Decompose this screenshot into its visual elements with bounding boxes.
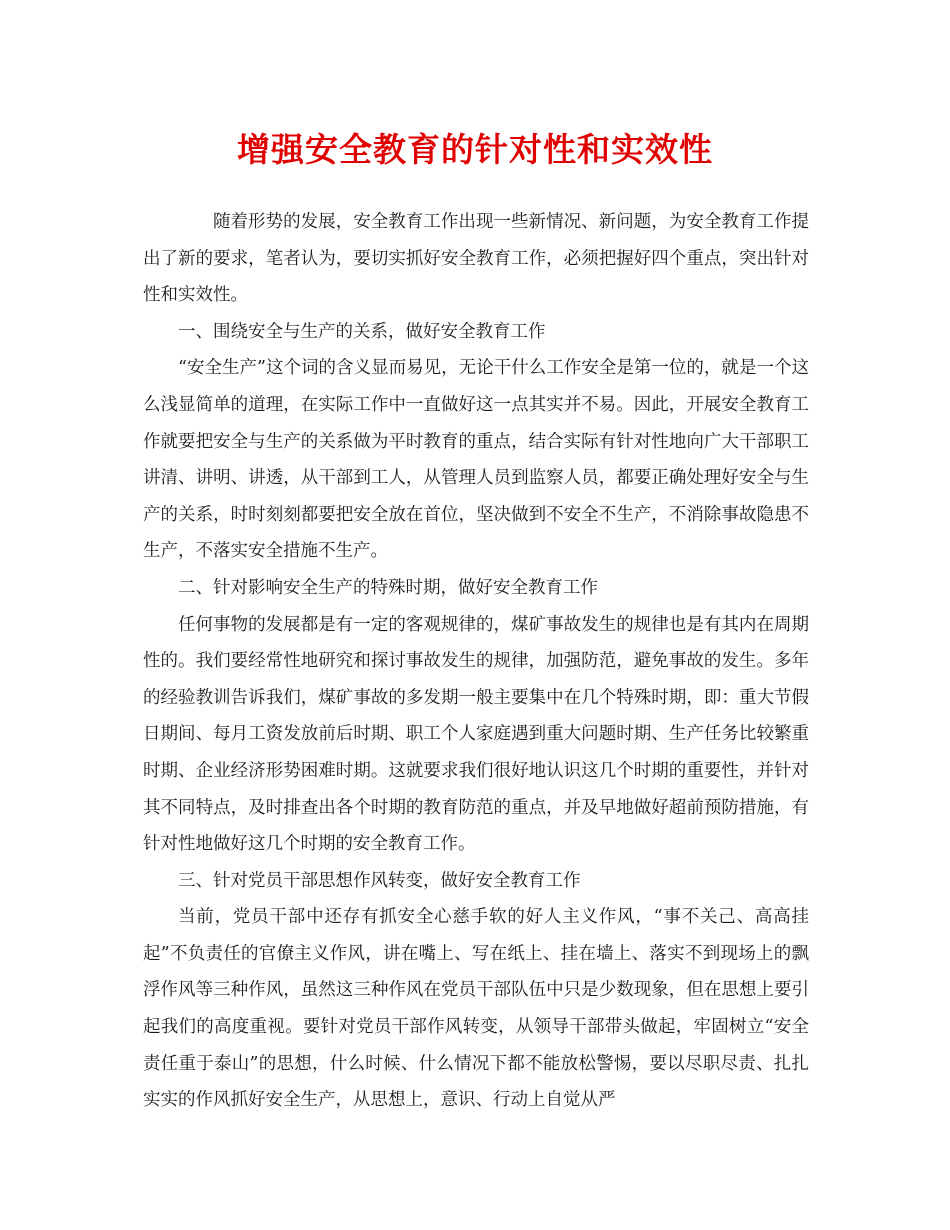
section-paragraph-1: “安全生产”这个词的含义显而易见，无论干什么工作安全是第一位的，就是一个这么浅显简单的道理，在实际工作中一直做好这一点其实并不易。因此，开展安全教育工作就要把安全与生产的关系做为平时教育的重点，结合实际有针对性地向广大干部职工讲清、讲明、讲透，从干部到工人，从管理人员到监察人员，都要正确处理好安全与生产的关系，时时刻刻都要把安全放在首位，坚决做到不安全不生产，不消除事故隐患不生产，不落实安全措施不生产。 [143, 358, 809, 562]
section-heading-2: 二、针对影响安全生产的特殊时期，做好安全教育工作 [178, 577, 598, 598]
section-heading-1: 一、围绕安全与生产的关系，做好安全教育工作 [178, 321, 546, 342]
section-paragraph-3: 当前，党员干部中还存有抓安全心慈手软的好人主义作风，“事不关己、高高挂起”不负责任的官僚主义作风，讲在嘴上、写在纸上、挂在墙上、落实不到现场上的飘浮作风等三种作风，虽然这三种作风在党员干部队伍中只是少数现象，但在思想上要引起我们的高度重视。要针对党员干部作风转变，从领导干部带头做起，牢固树立“安全责任重于泰山”的思想，什么时候、什么情况下都不能放松警惕，要以尽职尽责、扎扎实实的作风抓好安全生产，从思想上，意识、行动上自觉从严 [143, 907, 809, 1111]
section-paragraph-2: 任何事物的发展都是有一定的客观规律的，煤矿事故发生的规律也是有其内在周期性的。我们要经常性地研究和探讨事故发生的规律，加强防范，避免事故的发生。多年的经验教训告诉我们，煤矿事故的多发期一般主要集中在几个特殊时期，即：重大节假日期间、每月工资发放前后时期、职工个人家庭遇到重大问题时期、生产任务比较繁重时期、企业经济形势困难时期。这就要求我们很好地认识这几个时期的重要性，并针对其不同特点，及时排查出各个时期的教育防范的重点，并及早地做好超前预防措施，有针对性地做好这几个时期的安全教育工作。 [143, 614, 809, 855]
document-title: 增强安全教育的针对性和实效性 [237, 130, 713, 169]
intro-paragraph: 随着形势的发展，安全教育工作出现一些新情况、新问题，为安全教育工作提出了新的要求，笔者认为，要切实抓好安全教育工作，必须把握好四个重点，突出针对性和实效性。 [143, 212, 809, 306]
document-body [143, 204, 809, 1119]
section-heading-3: 三、针对党员干部思想作风转变，做好安全教育工作 [178, 870, 581, 891]
